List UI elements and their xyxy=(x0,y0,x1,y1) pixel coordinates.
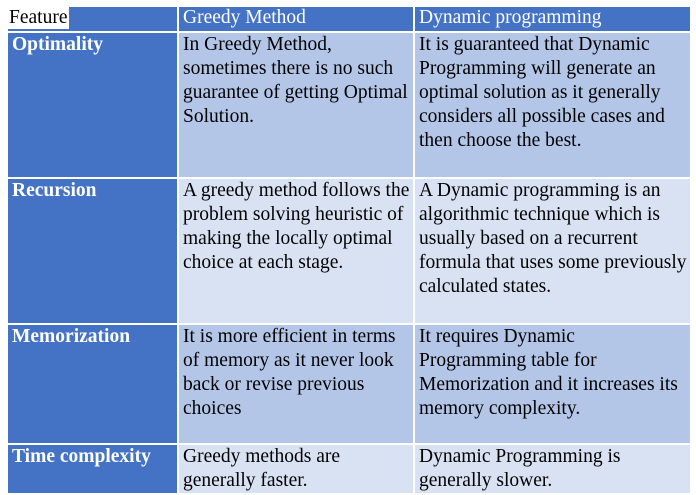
header-greedy: Greedy Method xyxy=(178,6,414,32)
greedy-cell: A greedy method follows the problem solving heuristic of making the locally optimal choice at each stage. xyxy=(178,178,414,324)
comparison-table xyxy=(6,5,692,495)
dynamic-cell: It requires Dynamic Programming table for Memorization and it increases its memory complexity. xyxy=(414,324,691,444)
row-heading: Memorization xyxy=(7,324,178,444)
table-row-optimality xyxy=(7,32,691,178)
row-heading: Recursion xyxy=(7,178,178,324)
dynamic-cell: It is guaranteed that Dynamic Programming will generate an optimal solution as it generally considers all possible cases and then choose the best. xyxy=(414,32,691,178)
greedy-cell: It is more efficient in terms of memory as it never look back or revise previous choices xyxy=(178,324,414,444)
table-row-time-complexity xyxy=(7,444,691,494)
row-heading: Optimality xyxy=(7,32,178,178)
greedy-cell: In Greedy Method, sometimes there is no such guarantee of getting Optimal Solution. xyxy=(178,32,414,178)
header-feature-label: Feature xyxy=(9,7,68,28)
header-dynamic: Dynamic programming xyxy=(414,6,691,32)
greedy-cell: Greedy methods are generally faster. xyxy=(178,444,414,494)
row-heading: Time complexity xyxy=(7,444,178,494)
table-row-memorization xyxy=(7,324,691,444)
dynamic-cell: A Dynamic programming is an algorithmic technique which is usually based on a recurrent formula that uses some previously calculated states. xyxy=(414,178,691,324)
header-feature xyxy=(7,6,178,32)
dynamic-cell: Dynamic Programming is generally slower. xyxy=(414,444,691,494)
header-row xyxy=(7,6,691,32)
table-row-recursion xyxy=(7,178,691,324)
